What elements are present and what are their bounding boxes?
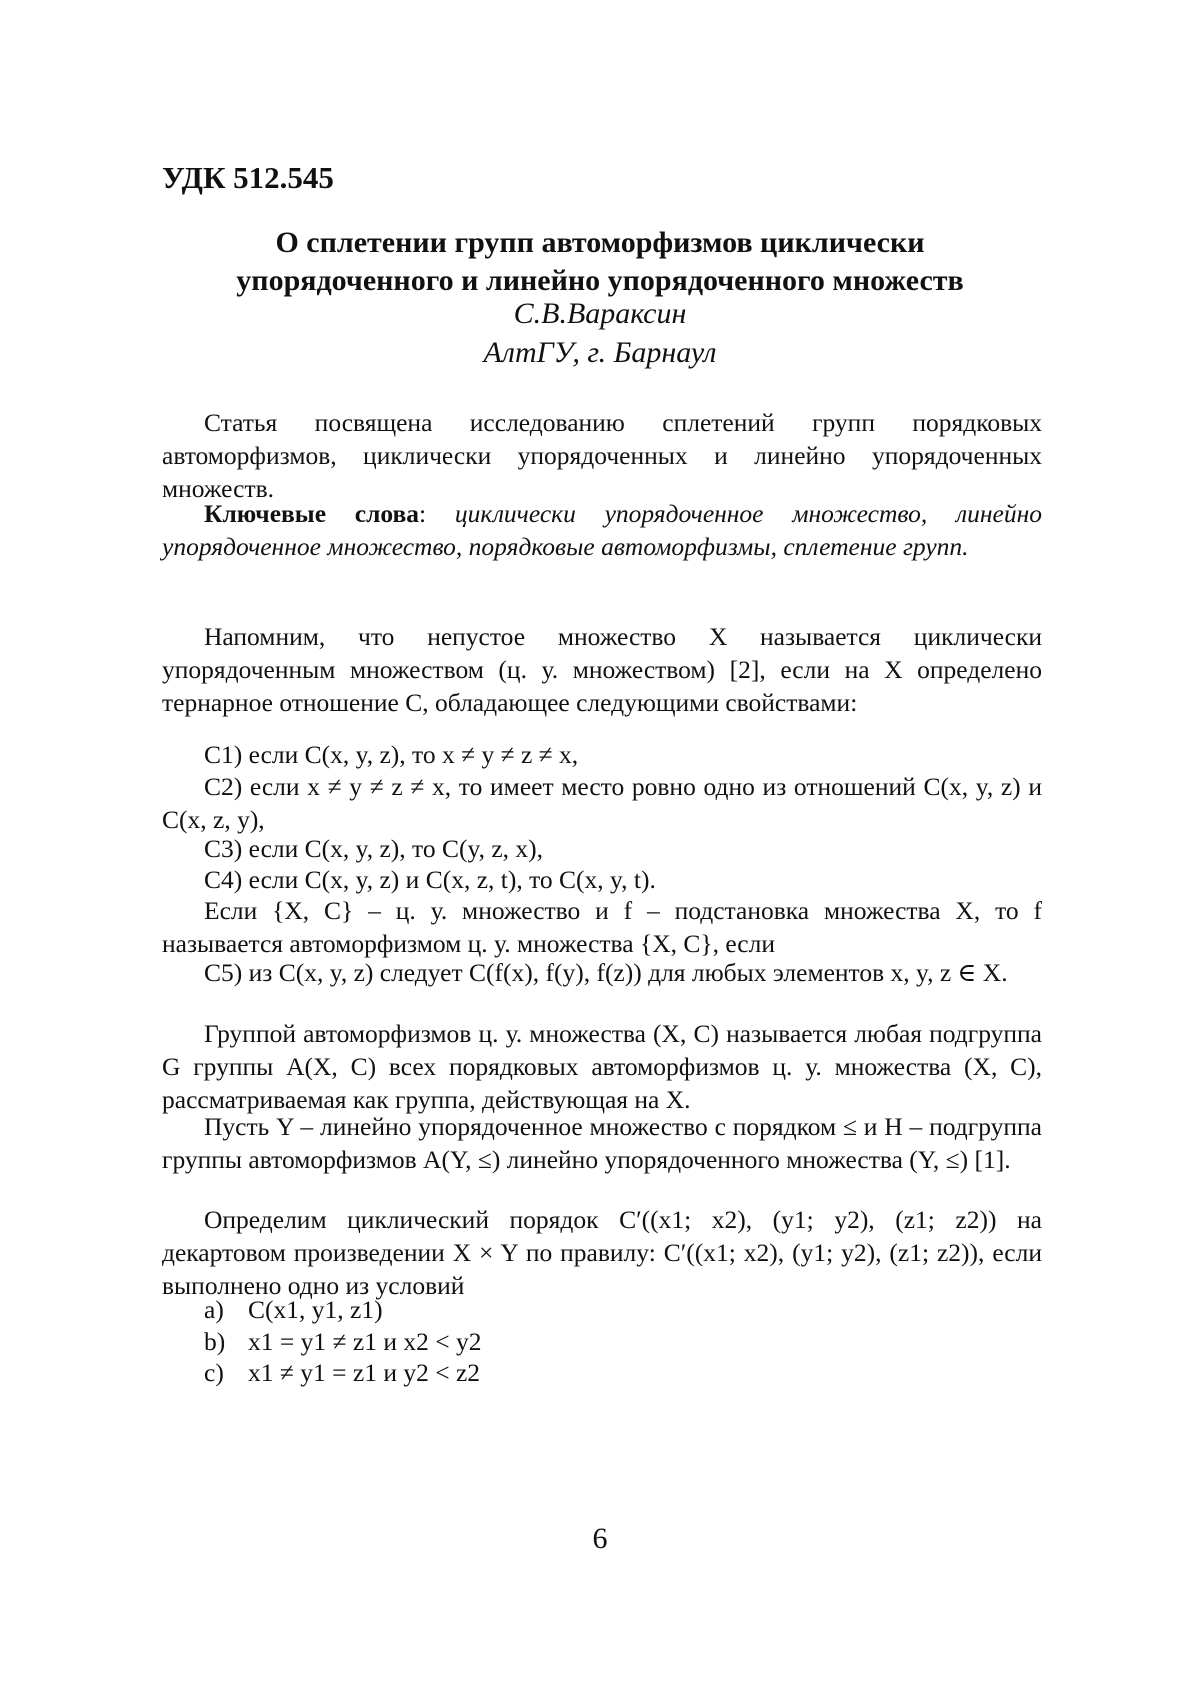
property-c3: C3) если C(x, y, z), то C(y, z, x), [204, 834, 544, 863]
keywords-label: Ключевые слова [204, 499, 420, 528]
condition-b-label: b) [204, 1327, 226, 1356]
property-c4: C4) если C(x, y, z) и C(x, z, t), то C(x, y, t). [204, 865, 656, 894]
udk-code: УДК 512.545 [162, 160, 334, 195]
paragraph-definition: Напомним, что непустое множество X называется циклически упорядоченным множеством (ц. у. множеством) [2], если на X определено тернарное отношение C, обладающее следующими свойствами: [162, 622, 1042, 717]
title-line-2: упорядоченного и линейно упорядоченного множеств [236, 264, 964, 297]
paragraph-linear-order: Пусть Y – линейно упорядоченное множество с порядком ≤ и H – подгруппа группы автоморфизмов A(Y, ≤) линейно упорядоченного множества (Y, ≤) [1]. [162, 1112, 1042, 1174]
condition-c-label: c) [204, 1358, 224, 1387]
abstract: Статья посвящена исследованию сплетений групп порядковых автоморфизмов, циклически упорядоченных и линейно упорядоченных множеств. [162, 408, 1042, 503]
condition-c [204, 1358, 480, 1388]
paragraph-automorphism: Если {X, C} – ц. у. множество и f – подстановка множества X, то f называется автоморфизмом ц. у. множества {X, C}, если [162, 896, 1042, 958]
condition-b [204, 1327, 481, 1357]
page-number: 6 [592, 1522, 608, 1555]
property-c5: C5) из C(x, y, z) следует C(f(x), f(y), f(z)) для любых элементов x, y, z ∈ X. [204, 958, 1008, 987]
condition-b-text: x1 = y1 ≠ z1 и x2 < y2 [248, 1327, 482, 1356]
condition-a-label: a) [204, 1295, 224, 1324]
author: С.В.Вараксин [513, 297, 687, 330]
condition-a [204, 1295, 383, 1325]
keywords: Ключевые слова: циклически упорядоченное множество, линейно упорядоченное множество, порядковые автоморфизмы, сплетение групп. [162, 499, 1042, 561]
condition-c-text: x1 ≠ y1 = z1 и y2 < z2 [248, 1358, 481, 1387]
keywords-text: циклически упорядоченное множество, линейно упорядоченное множество, порядковые автоморфизмы, сплетение групп. [162, 499, 1042, 561]
paragraph-group: Группой автоморфизмов ц. у. множества (X, C) называется любая подгруппа G группы A(X, C) всех порядковых автоморфизмов ц. у. множества (X, C), рассматриваемая как группа, действующая на X. [162, 1019, 1042, 1114]
property-c2: C2) если x ≠ y ≠ z ≠ x, то имеет место ровно одно из отношений C(x, y, z) и C(x, z, y), [162, 772, 1042, 834]
affiliation: АлтГУ, г. Барнаул [483, 336, 717, 369]
paragraph-cyclic-order: Определим циклический порядок C′((x1; x2), (y1; y2), (z1; z2)) на декартовом произведении X × Y по правилу: C′((x1; x2), (y1; y2), (z1; z2)), если выполнено одно из условий [162, 1205, 1042, 1300]
condition-a-text: C(x1, y1, z1) [248, 1295, 383, 1324]
title-line-1: О сплетении групп автоморфизмов циклически [275, 226, 925, 259]
property-c1: C1) если C(x, y, z), то x ≠ y ≠ z ≠ x, [204, 740, 579, 769]
